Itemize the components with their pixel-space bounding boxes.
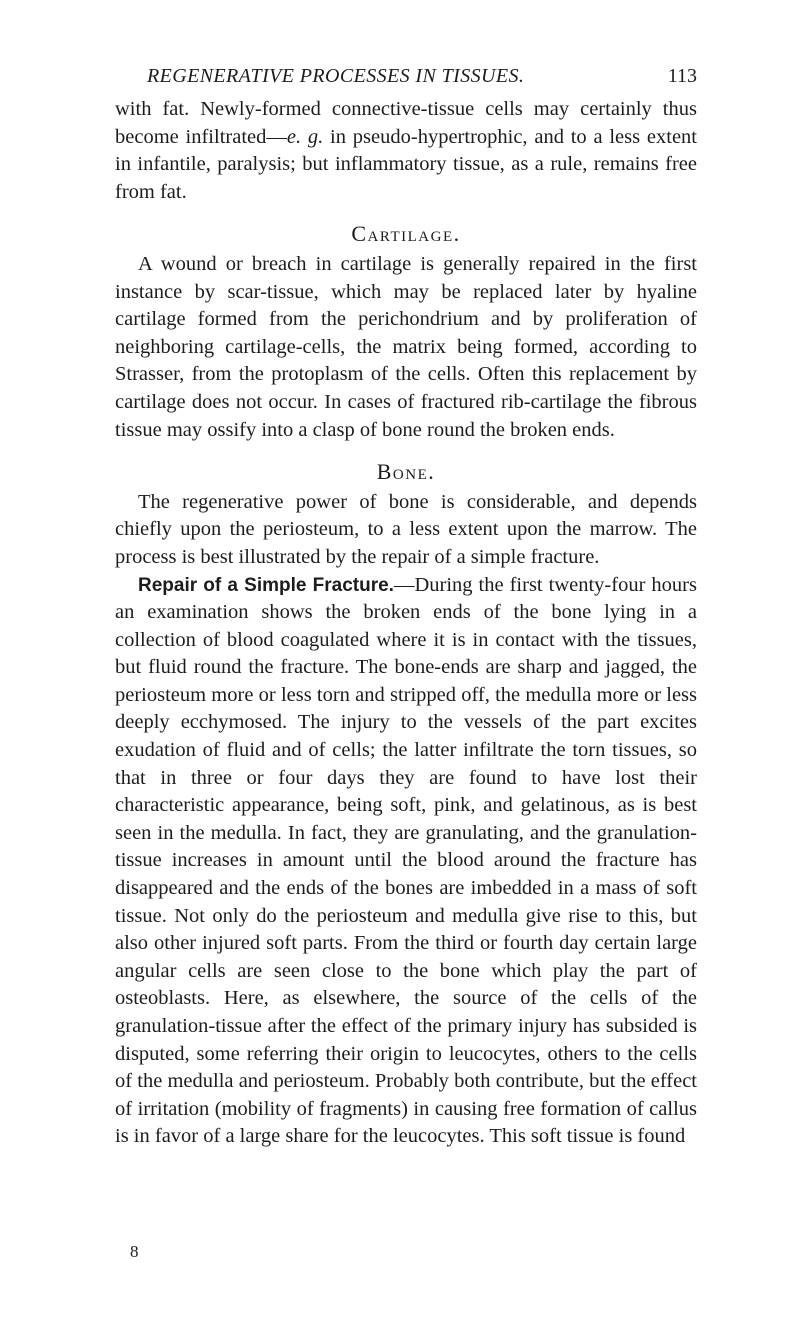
paragraph-text: with fat. Newly-formed connective-tissue cells may certainly thus become infiltrated—: [115, 98, 697, 148]
run-in-heading: Repair of a Simple Fracture.: [138, 574, 394, 596]
paragraph-fat-infiltration: [115, 96, 697, 206]
body-text: [115, 96, 697, 1151]
running-head: [115, 62, 697, 90]
abbreviation-eg: e. g.: [286, 125, 324, 148]
page-number: 113: [667, 65, 697, 87]
paragraph-bone-intro: The regenerative power of bone is considerable, and depends chiefly upon the periosteum, to a less extent upon the marrow. The process is best illustrated by the repair of a simple fracture.: [115, 490, 697, 568]
paragraph-text: —During the first twenty-four hours an examination shows the broken ends of the bone lying in a collection of blood coagulated where it is in contact with the tissues, but fluid round the fracture. The bone-ends are sharp and jagged, the periosteum more or less torn and stripped off, the medulla more or less deeply ecchymosed. The injury to the vessels of the part excites exudation of fluid and of cells; the latter infiltrate the torn tissues, so that in three or four days they are found to have lost their characteristic appearance, being soft, pink, and gelatinous, as is best seen in the medulla. In fact, they are granulating, and the granulation-tissue increases in amount until the blood around the fracture has disappeared and the ends of the bones are imbedded in a mass of soft tissue. Not only do the periosteum and medulla give rise to this, but also other injured soft parts. From the third or fourth day certain large angular cells are seen close to the bone which play the part of osteoblasts. Here, as elsewhere, the source of the cells of the granulation-tissue after the effect of the primary injury has subsided is disputed, some referring their origin to leucocytes, others to the cells of the medulla and periosteum. Probably both contribute, but the effect of irritation (mobility of fragments) in causing free formation of callus is in favor of a large share for the leucocytes. This soft tissue is found: [115, 573, 697, 1148]
signature-mark: 8: [130, 1242, 139, 1261]
paragraph-fracture-repair: [115, 572, 697, 1151]
paragraph-text: in pseudo-hypertrophic, and to a less extent in infantile, paralysis; but inflammatory tissue, as a rule, remains free from fat.: [115, 125, 697, 203]
section-heading-cartilage: Cartilage.: [351, 221, 461, 247]
running-head-title: REGENERATIVE PROCESSES IN TISSUES.: [147, 65, 525, 87]
paragraph-cartilage: A wound or breach in cartilage is generally repaired in the first instance by scar-tissue, which may be replaced later by hyaline cartilage formed from the perichondrium and by proliferation of neighboring cartilage-cells, the matrix being formed, according to Strasser, from the protoplasm of the cells. Often this replacement by cartilage does not occur. In cases of fractured rib-cartilage the fibrous tissue may ossify into a clasp of bone round the broken ends.: [115, 252, 697, 441]
section-heading-bone: Bone.: [376, 459, 436, 485]
